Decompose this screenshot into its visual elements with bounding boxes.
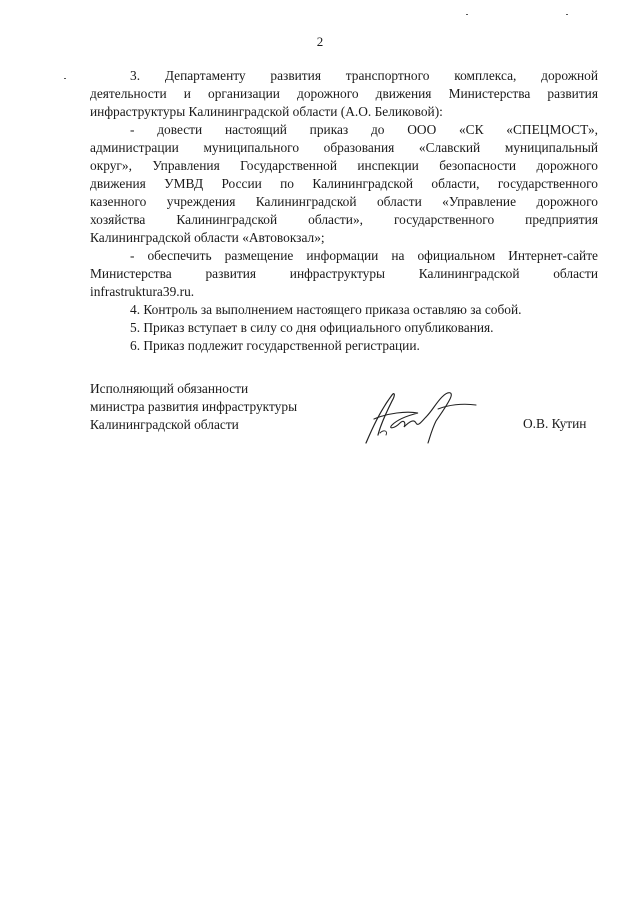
- paragraph-4: 4. Контроль за выполнением настоящего приказа оставляю за собой.: [130, 302, 522, 317]
- signatory-name: О.В. Кутин: [523, 416, 587, 431]
- bullet-1-line-7: Калининградской области «Автовокзал»;: [90, 230, 325, 245]
- scan-speck: [466, 14, 468, 15]
- paragraph-3-line-3: инфраструктуры Калининградской области (А.О. Беликовой):: [90, 104, 443, 119]
- scan-speck: [566, 14, 568, 15]
- bullet-1-line-5: казенного учреждения Калининградской области «Управление дорожного: [90, 194, 598, 209]
- bullet-1-line-4: движения УМВД России по Калининградской области, государственного: [90, 176, 598, 191]
- bullet-2-line-1: - обеспечить размещение информации на официальном Интернет-сайте: [130, 248, 598, 263]
- bullet-1-line-3: округ», Управления Государственной инспекции безопасности дорожного: [90, 158, 598, 173]
- bullet-1-line-6: хозяйства Калининградской области», государственного предприятия: [90, 212, 598, 227]
- page-number: 2: [316, 34, 324, 49]
- handwritten-signature: [358, 385, 483, 445]
- bullet-1-line-1: - довести настоящий приказ до ООО «СК «СПЕЦМОСТ»,: [130, 122, 598, 137]
- scan-speck: [64, 78, 66, 79]
- signatory-title: [90, 380, 297, 434]
- bullet-1-line-2: администрации муниципального образования «Славский муниципальный: [90, 140, 598, 155]
- paragraph-6: 6. Приказ подлежит государственной регистрации.: [130, 338, 420, 353]
- paragraph-3-line-2: деятельности и организации дорожного движения Министерства развития: [90, 86, 598, 101]
- signatory-title-line-1: Исполняющий обязанности: [90, 381, 249, 396]
- signatory-title-line-3: Калининградской области: [90, 417, 239, 432]
- bullet-2-line-2: Министерства развития инфраструктуры Калининградской области: [90, 266, 598, 281]
- bullet-2-line-3: infrastruktura39.ru.: [90, 284, 195, 299]
- signatory-title-line-2: министра развития инфраструктуры: [90, 399, 298, 414]
- paragraph-5: 5. Приказ вступает в силу со дня официального опубликования.: [130, 320, 494, 335]
- paragraph-3-line-1: 3. Департаменту развития транспортного комплекса, дорожной: [130, 68, 598, 83]
